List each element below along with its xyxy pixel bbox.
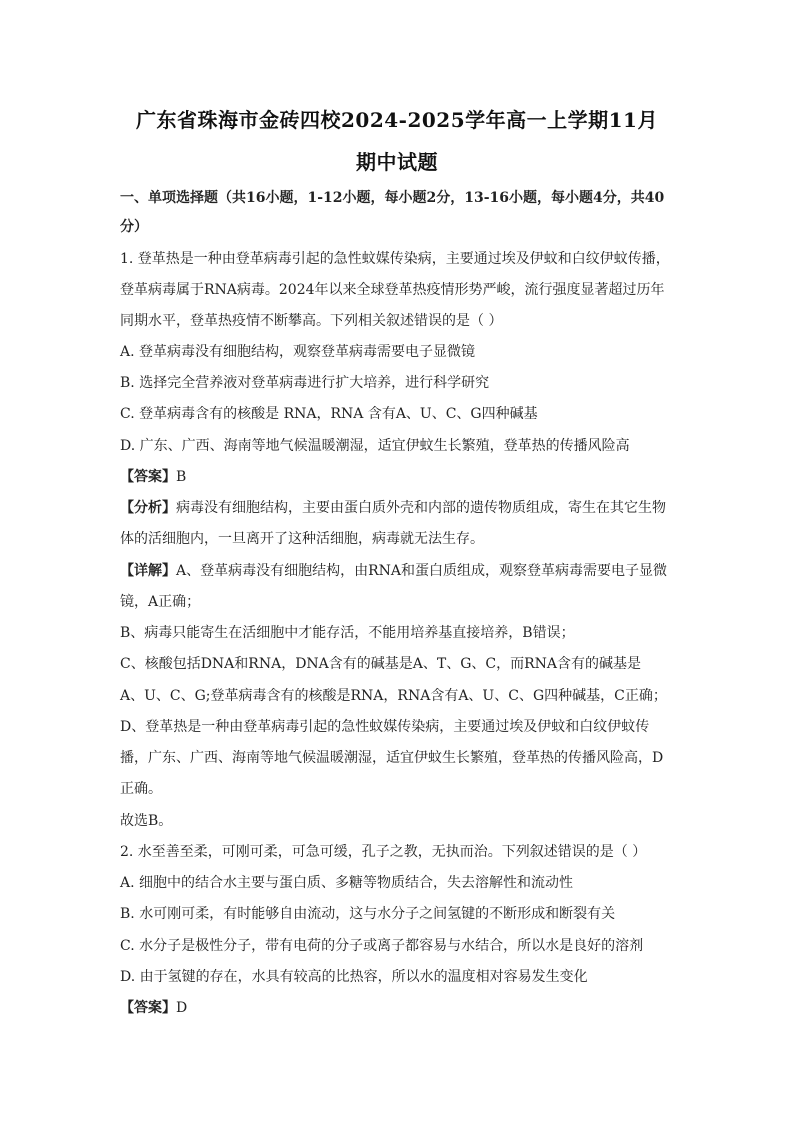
q1-detail-line: 正确。 (120, 781, 162, 797)
q2-option-b: B. 水可刚可柔，有时能够自由流动，这与水分子之间氢键的不断形成和断裂有关 (120, 906, 616, 922)
q1-option-c: C. 登革病毒含有的核酸是 RNA，RNA 含有A、U、C、G四种碱基 (120, 406, 538, 422)
q1-detail (120, 561, 680, 581)
section-heading-cont: 分） (120, 219, 148, 235)
answer-value: B (176, 469, 187, 485)
q1-conclusion: 故选B。 (120, 813, 173, 829)
detail-label: 【详解】 (120, 563, 176, 579)
q1-detail-line: A、U、C、G;登革病毒含有的核酸是RNA，RNA含有A、U、C、G四种碱基，C正确； (120, 688, 667, 704)
q2-option-d: D. 由于氢键的存在，水具有较高的比热容，所以水的温度相对容易发生变化 (120, 969, 588, 985)
detail-text: A、登革病毒没有细胞结构，由RNA和蛋白质组成，观察登革病毒需要电子显微 (176, 563, 668, 579)
q1-answer (120, 467, 680, 487)
q1-detail-line: 播，广东、广西、海南等地气候温暖潮湿，适宜伊蚊生长繁殖，登革热的传播风险高，D (120, 750, 664, 766)
q1-analysis-cont: 体的活细胞内，一旦离开了这种活细胞，病毒就无法生存。 (120, 531, 484, 547)
q1-option-a: A. 登革病毒没有细胞结构，观察登革病毒需要电子显微镜 (120, 344, 476, 360)
q1-analysis (120, 498, 680, 518)
q1-option-b: B. 选择完全营养液对登革病毒进行扩大培养，进行科学研究 (120, 375, 490, 391)
q2-option-a: A. 细胞中的结合水主要与蛋白质、多糖等物质结合，失去溶解性和流动性 (120, 875, 574, 891)
analysis-text: 病毒没有细胞结构，主要由蛋白质外壳和内部的遗传物质组成，寄生在其它生物 (176, 500, 666, 516)
q1-detail-line: 镜，A正确； (120, 594, 201, 610)
q1-stem-line: 登革病毒属于RNA病毒。2024年以来全球登革热疫情形势严峻，流行强度显著超过历年 (120, 282, 665, 298)
analysis-label: 【分析】 (120, 500, 176, 516)
q1-stem-line: 同期水平，登革热疫情不断攀高。下列相关叙述错误的是（ ） (120, 313, 503, 329)
q2-answer (120, 998, 680, 1018)
q1-detail-line: D、登革热是一种由登革病毒引起的急性蚊媒传染病，主要通过埃及伊蚊和白纹伊蚊传 (120, 719, 650, 735)
doc-title-line-2: 期中试题 (356, 150, 438, 174)
doc-title-line-1: 广东省珠海市金砖四校2024-2025学年高一上学期11月 (136, 108, 658, 132)
q2-option-c: C. 水分子是极性分子，带有电荷的分子或离子都容易与水结合，所以水是良好的溶剂 (120, 938, 644, 954)
answer-label: 【答案】 (120, 1000, 176, 1016)
q2-stem: 2. 水至善至柔，可刚可柔，可急可缓，孔子之教，无执而治。下列叙述错误的是（ ） (120, 844, 647, 860)
answer-label: 【答案】 (120, 469, 176, 485)
q1-detail-line: B、病毒只能寄生在活细胞中才能存活，不能用培养基直接培养，B错误； (120, 625, 575, 641)
section-heading: 一、单项选择题（共16小题，1-12小题，每小题2分，13-16小题，每小题4分，共40 (120, 190, 665, 206)
q1-detail-line: C、核酸包括DNA和RNA，DNA含有的碱基是A、T、G、C，而RNA含有的碱基是 (120, 656, 642, 672)
q1-option-d: D. 广东、广西、海南等地气候温暖潮湿，适宜伊蚊生长繁殖，登革热的传播风险高 (120, 438, 630, 454)
q1-stem-line: 1. 登革热是一种由登革病毒引起的急性蚊媒传染病，主要通过埃及伊蚊和白纹伊蚊传播， (120, 251, 670, 267)
answer-value: D (176, 1000, 188, 1016)
